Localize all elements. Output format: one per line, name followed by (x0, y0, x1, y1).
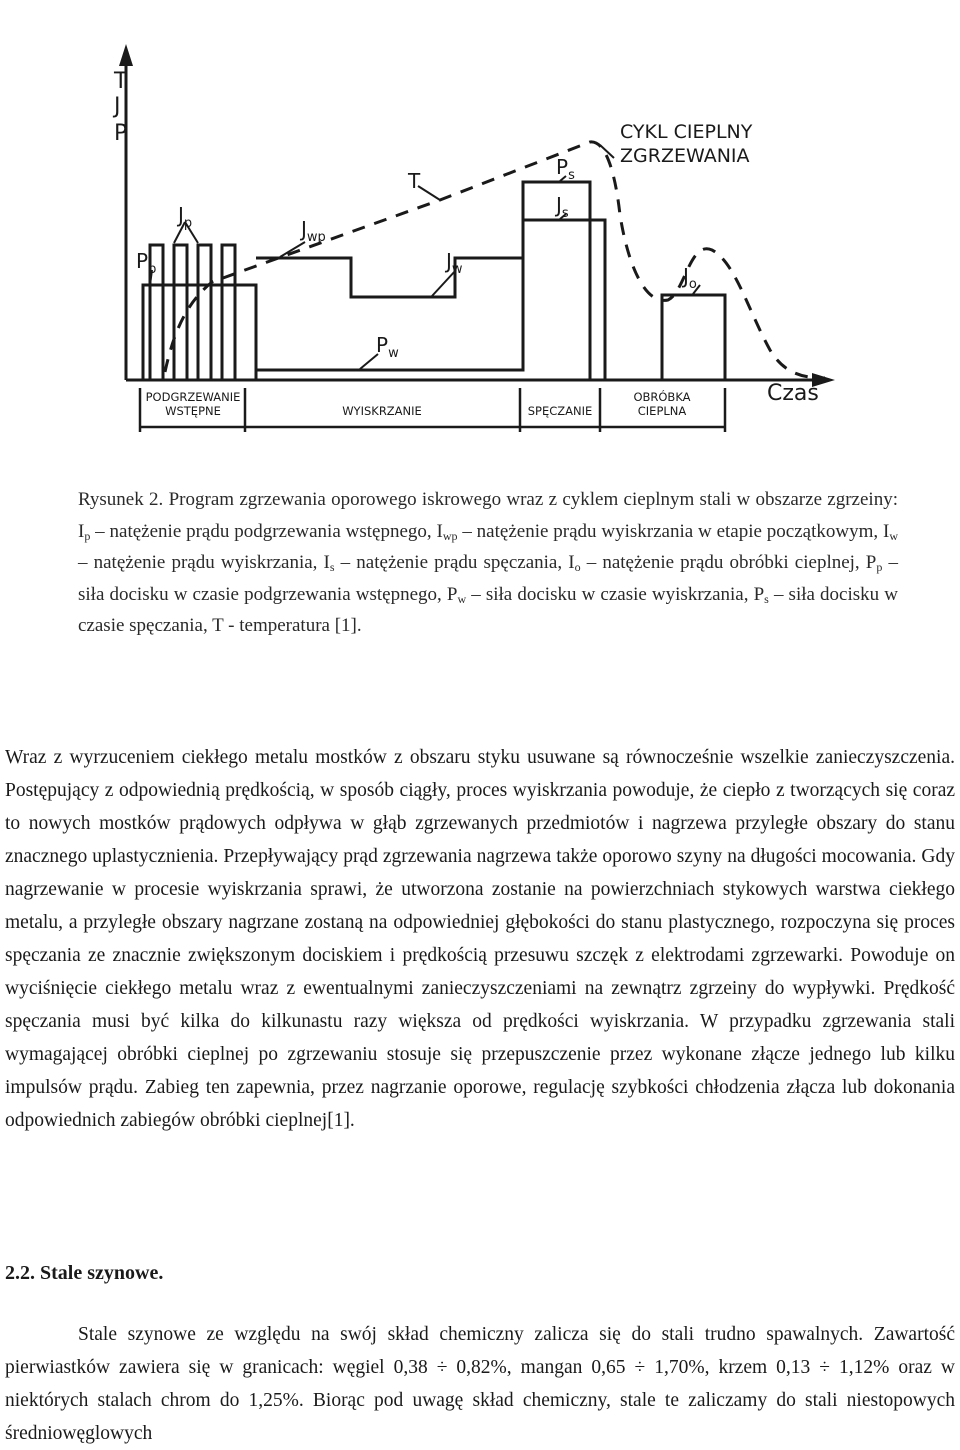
cycle-label (620, 121, 753, 167)
phase-preheat-line2: WSTĘPNE (165, 404, 221, 418)
label-js: $J_s$ (556, 193, 569, 221)
phase-heat-treatment-line1: OBRÓBKA (633, 390, 691, 404)
current-heat-treatment-jo (662, 295, 725, 380)
axes (126, 62, 815, 380)
label-pw: $P_w$ (376, 333, 399, 361)
label-t: T (408, 169, 421, 193)
svg-text:ZGRZEWANIA: ZGRZEWANIA (620, 145, 750, 167)
label-jp: $J_p$ (178, 203, 193, 231)
paragraph-rail-steels: Stale szynowe ze względu na swój skład chemiczny zalicza się do stali trudno spawalnych. Zawartość pierwiastków zawiera się w granicach: węgiel 0,38 ÷ 0,82%, mangan 0,65 ÷ 1,70%, krzem 0,13 ÷ 1,12% oraz w niektórych stalach chrom do 1,25%. Biorąc pod uwagę skład chemiczny, stale te zaliczamy do stali niestopowych średniowęglowych (5, 1324, 955, 1444)
label-pp: $P_p$ (136, 249, 157, 277)
phase-preheat-line1: PODGRZEWANIE (145, 390, 241, 404)
x-axis-label: Czas (767, 381, 819, 406)
label-jw: $J_w$ (446, 249, 463, 277)
label-ps: $P_s$ (556, 155, 575, 183)
paragraph-flashing-process: Wraz z wyrzuceniem ciekłego metalu mostków z obszaru styku usuwane są równocześnie wszelkie zanieczyszczenia. Postępujący z odpowiednią prędkością, w sposób ciągły, proces wyiskrzania powoduje, że ciepło z tworzących się coraz to nowych mostków prądowych odpływa w głąb zgrzewanych przedmiotów i nagrzewa przyległe obszary do stanu znacznego uplastycznienia. Przepływający prąd zgrzewania nagrzewa także oporowo szyny na długości mocowania. Gdy nagrzewanie w procesie wyiskrzania sprawi, że utworzona zostanie na powierzchniach stykowych warstwa ciekłego metalu, a przyległe obszary nagrzane zostaną na odpowiedniej głębokości do stanu plastycznego, rozpoczyna się proces spęczania ze znacznie zwiększonym dociskiem i prędkością przesuwu szczęk z elektrodami zgrzewarki. Powoduje on wyciśnięcie ciekłego metalu wraz z ewentualnymi zanieczyszczeniami na zewnątrz zgrzeiny do wypływki. Prędkość spęczania musi być kilka do kilkunastu razy większa od prędkości wyiskrzania. W przypadku zgrzewania stali wymagającej obróbki cieplnej po zgrzewaniu stosuje się przepuszczenie przez wykonane złącze jednego lub kilku impulsów prądu. Zabieg ten zapewnia, przez nagrzanie oporowe, regulację szybkości chłodzenia złącza lub dokonania odpowiednich zabiegów obróbki cieplnej[1]. (5, 747, 955, 1131)
current-flashing-jw (256, 258, 523, 297)
section-heading: 2.2. Stale szynowe. (5, 1262, 164, 1284)
label-jo: $J_o$ (683, 264, 697, 292)
phase-heat-treatment-line2: CIEPLNA (637, 404, 687, 418)
label-jwp: $J_{wp}$ (301, 217, 326, 245)
welding-cycle-diagram (0, 0, 960, 470)
axis-letter-t: T (114, 69, 128, 94)
current-pulses-jp (150, 245, 235, 380)
y-axis-arrow (119, 44, 133, 66)
phase-flashing: WYISKRZANIE (342, 404, 422, 418)
phase-upset: SPĘCZANIE (527, 404, 593, 418)
axis-letter-j: J (114, 94, 121, 119)
axis-letter-p: P (114, 121, 128, 146)
leader-lines (150, 145, 700, 369)
figure-caption: Rysunek 2. Program zgrzewania oporowego iskrowego wraz z cyklem cieplnym stali w obszarze zgrzeiny: $I_p$ – natężenie prądu podgrzewania wstępnego, $I_{wp}$ – natężenie prądu wyiskrzania w etapie początkowym, $I_w$ – natężenie prądu wyiskrzania, $I_s$ – natężenie prądu spęczania, $I_o$ – natężenie prądu obróbki cieplnej, $P_p$ – siła docisku w czasie podgrzewania wstępnego, $P_w$ – siła docisku w czasie wyiskrzania, $P_s$ – siła docisku w czasie spęczania, T - temperatura [1]. (78, 489, 898, 636)
svg-text:CYKL CIEPLNY: CYKL CIEPLNY (620, 121, 753, 143)
